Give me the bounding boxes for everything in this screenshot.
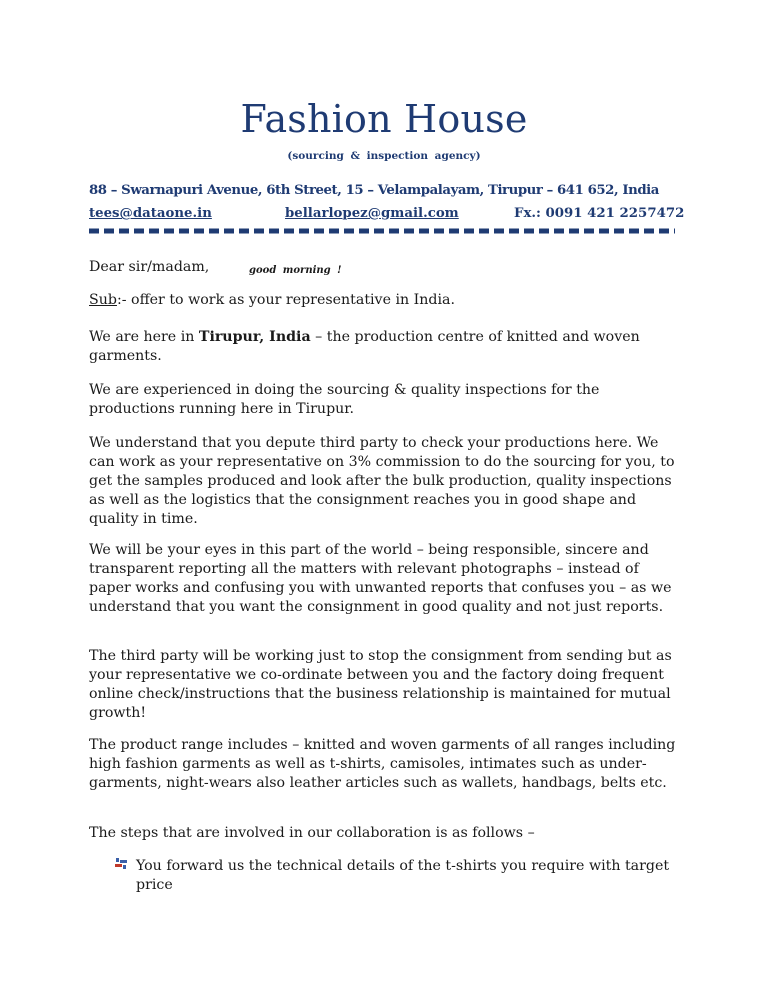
paragraph-4: We will be your eyes in this part of the world – being responsible, sincere and transparent reporting all the matters with relevant photographs – instead of paper works and confusing you with unwanted reports that confuses you – as we understand that you want the consignment in good quality and not just reports. <box>89 542 672 615</box>
paragraph-2: We are experienced in doing the sourcing & quality inspections for the productions running here in Tirupur. <box>89 382 600 417</box>
email-link-2[interactable]: bellarlopez@gmail.com <box>285 206 459 221</box>
bullet-item-1: You forward us the technical details of the t-shirts you require with target price <box>136 858 670 893</box>
p1-text-a: We are here in <box>89 329 199 345</box>
company-address: 88 – Swarnapuri Avenue, 6th Street, 15 – Velampalayam, Tirupur – 641 652, India <box>89 183 659 198</box>
paragraph-5: The third party will be working just to stop the consignment from sending but as your representative we co-ordinate between you and the factory doing frequent online check/instructions that the business relationship is maintained for mutual growth! <box>89 648 672 721</box>
p1-location: Tirupur, India <box>198 329 311 345</box>
fax-number: Fx.: 0091 421 2257472 <box>514 206 685 221</box>
company-title: Fashion House <box>240 97 528 141</box>
subject-line <box>89 291 679 310</box>
paragraph-1 <box>89 328 679 366</box>
p1-text-b: – the production centre of knitted and woven garments. <box>89 329 640 364</box>
email-link-1[interactable]: tees@dataone.in <box>89 206 212 221</box>
salutation: Dear sir/madam, <box>89 259 210 275</box>
dashed-divider <box>89 227 675 235</box>
subject-label: Sub <box>89 292 117 308</box>
paragraph-7: The steps that are involved in our collaboration is as follows – <box>89 825 535 841</box>
stacked-bullet-icon <box>114 857 128 871</box>
paragraph-3: We understand that you depute third party to check your productions here. We can work as your representative on 3% commission to do the sourcing for you, to get the samples produced and look after the bulk production, quality inspections as well as the logistics that the consignment reaches you in good shape and quality in time. <box>89 435 675 527</box>
paragraph-6: The product range includes – knitted and woven garments of all ranges including high fashion garments as well as t-shirts, camisoles, intimates such as under-garments, night-wears also leather articles such as wallets, handbags, belts etc. <box>89 737 676 791</box>
greeting: good morning ! <box>249 265 342 276</box>
company-subtitle: (sourcing & inspection agency) <box>287 150 481 162</box>
subject-text: :- offer to work as your representative in India. <box>116 292 455 308</box>
salutation-line <box>89 258 679 277</box>
